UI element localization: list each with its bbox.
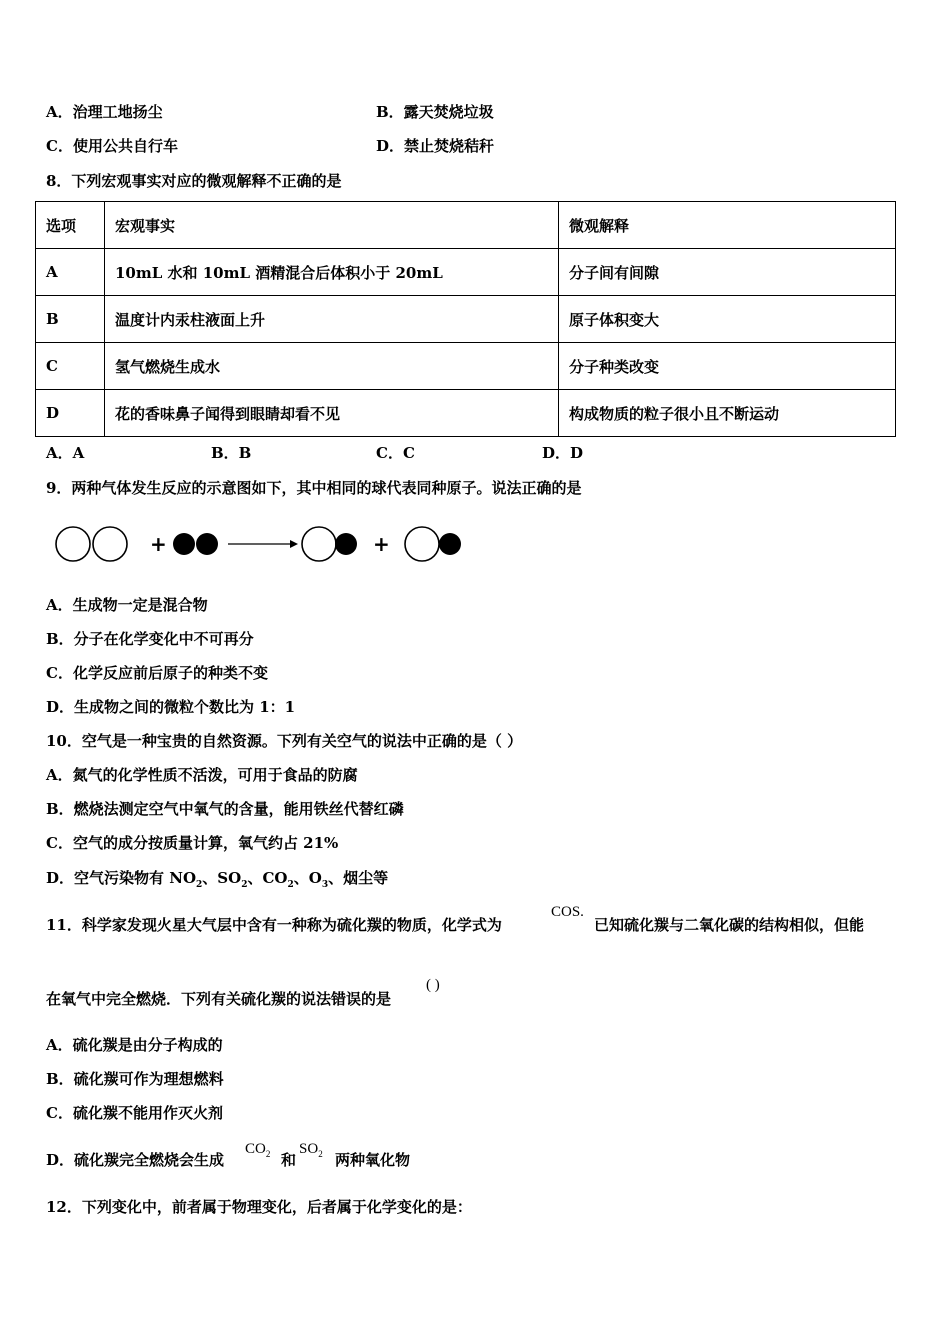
q10-option-c: C．空气的成分按质量计算，氧气约占 21%: [46, 834, 339, 852]
table-cell: A: [36, 249, 105, 296]
reaction-arrow: [228, 540, 298, 548]
product-molecule-1: [302, 527, 357, 561]
q10-stem: 10．空气是一种宝贵的自然资源。下列有关空气的说法中正确的是（ ）: [46, 732, 523, 750]
table-cell: 温度计内汞柱液面上升: [105, 296, 559, 343]
q8-option-b: B．B: [211, 444, 252, 462]
table-cell: 构成物质的粒子很小且不断运动: [559, 390, 896, 437]
q11-option-c: C．硫化羰不能用作灭火剂: [46, 1104, 223, 1122]
plus-sign: +: [373, 532, 390, 556]
q12-stem: 12．下列变化中，前者属于物理变化，后者属于化学变化的是：: [46, 1198, 472, 1216]
plus-sign: +: [150, 532, 167, 556]
table-cell: 分子间有间隙: [559, 249, 896, 296]
table-row: [36, 343, 896, 390]
table-header-row: [36, 202, 896, 249]
q8-stem: 8．下列宏观事实对应的微观解释不正确的是: [46, 172, 342, 190]
q10-option-b: B．燃烧法测定空气中氧气的含量，能用铁丝代替红磷: [46, 800, 404, 818]
table-cell: 分子种类改变: [559, 343, 896, 390]
table-header-cell: 宏观事实: [105, 202, 559, 249]
table-cell: C: [36, 343, 105, 390]
q9-option-c: C．化学反应前后原子的种类不变: [46, 664, 268, 682]
q10-option-a: A．氮气的化学性质不活泼，可用于食品的防腐: [46, 766, 358, 784]
q8-option-d: D．D: [542, 444, 584, 462]
table-row: [36, 249, 896, 296]
table-header-cell: 微观解释: [559, 202, 896, 249]
q11-answer-blank: ( ): [426, 977, 440, 993]
reactant-molecule-2: [173, 533, 218, 555]
q11-option-d-suffix: 两种氧化物: [335, 1151, 411, 1169]
q8-option-c: C．C: [376, 444, 415, 462]
table-cell: B: [36, 296, 105, 343]
q11-formula: COS.: [551, 904, 584, 920]
q11-option-b: B．硫化羰可作为理想燃料: [46, 1070, 224, 1088]
q11-stem-part1: 11．科学家发现火星大气层中含有一种称为硫化羰的物质，化学式为: [46, 916, 502, 934]
table-cell: 10mL 水和 10mL 酒精混合后体积小于 20mL: [105, 249, 559, 296]
q11-option-d-prefix: D．硫化羰完全燃烧会生成: [46, 1151, 225, 1169]
q9-stem: 9．两种气体发生反应的示意图如下，其中相同的球代表同种原子。说法正确的是: [46, 479, 582, 497]
q9-option-b: B．分子在化学变化中不可再分: [46, 630, 254, 648]
q7-option-b: B．露天焚烧垃圾: [376, 103, 494, 121]
q11-option-d-and: 和: [281, 1151, 297, 1169]
table-header-cell: 选项: [36, 202, 105, 249]
q8-table: [35, 201, 896, 437]
table-row: [36, 296, 896, 343]
q9-option-a: A．生成物一定是混合物: [46, 596, 208, 614]
table-cell: 花的香味鼻子闻得到眼睛却看不见: [105, 390, 559, 437]
table-row: [36, 390, 896, 437]
q7-option-d: D．禁止焚烧秸秆: [376, 137, 495, 155]
reaction-diagram: [50, 520, 470, 570]
q11-option-d-co2: $CO_2$: [245, 1141, 271, 1159]
reactant-molecule-1: [56, 527, 127, 561]
q7-option-c: C．使用公共自行车: [46, 137, 178, 155]
table-cell: D: [36, 390, 105, 437]
q10-option-d: D．空气污染物有 $NO_2$、$SO_2$、$CO_2$、$O_3$、烟尘等: [46, 869, 389, 890]
q7-option-a: A．治理工地扬尘: [46, 103, 163, 121]
q11-option-a: A．硫化羰是由分子构成的: [46, 1036, 223, 1054]
q8-option-a: A．A: [46, 444, 85, 462]
q11-stem-line2: 在氧气中完全燃烧．下列有关硫化羰的说法错误的是: [46, 990, 392, 1008]
q11-stem-part2: 已知硫化羰与二氧化碳的结构相似，但能: [594, 916, 865, 934]
product-molecule-2: [405, 527, 461, 561]
table-cell: 原子体积变大: [559, 296, 896, 343]
table-cell: 氢气燃烧生成水: [105, 343, 559, 390]
q11-option-d-so2: $SO_2$: [299, 1141, 323, 1159]
q9-option-d: D．生成物之间的微粒个数比为 1：1: [46, 698, 296, 716]
